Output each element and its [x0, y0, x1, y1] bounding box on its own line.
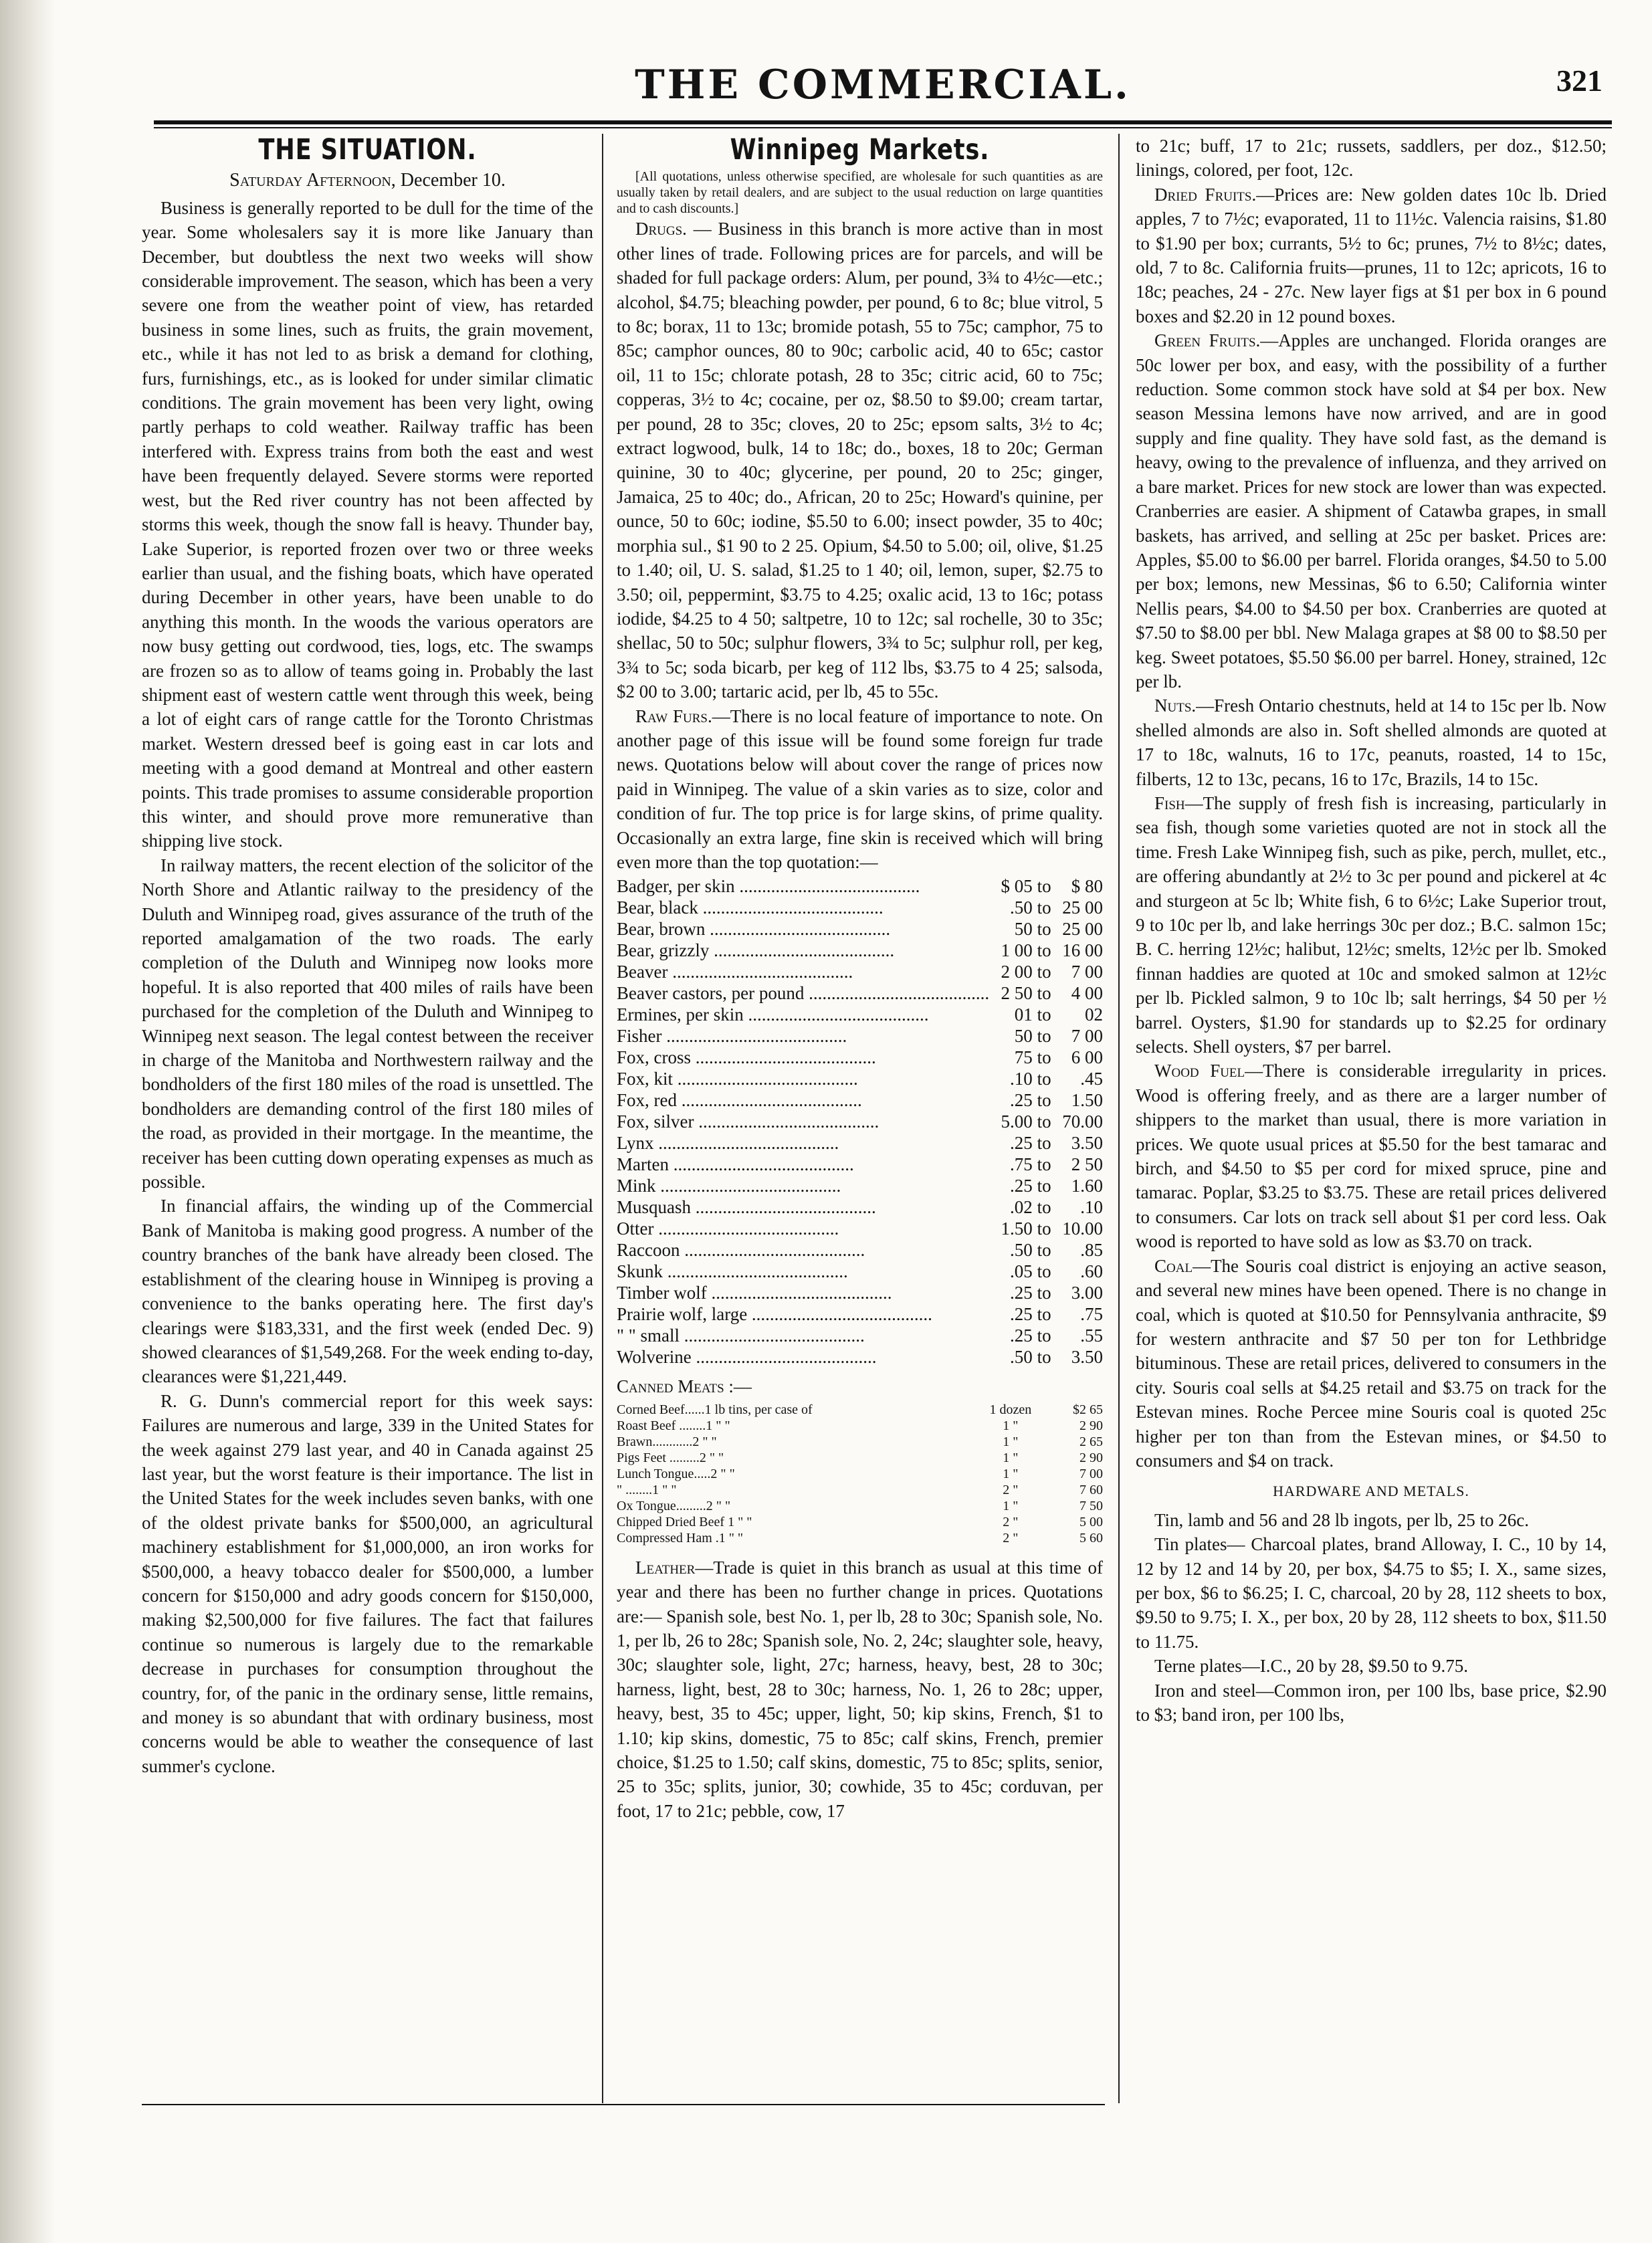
canned-quantity: 2 ": [1003, 1530, 1019, 1545]
canned-item: Lunch Tongue.....2 " ": [617, 1466, 735, 1481]
fur-to: to: [1037, 919, 1051, 940]
fur-low-price: 50: [1014, 1026, 1033, 1047]
fur-item: Beaver ........................................: [617, 962, 853, 982]
fur-price-row: [617, 1025, 1103, 1047]
canned-item: Compressed Ham .1 " ": [617, 1530, 744, 1545]
fur-price-row: [617, 1004, 1103, 1025]
green-fruits-paragraph: Green Fruits.—Apples are unchanged. Florida oranges are 50c lower per box, and easy, with the possibility of a further reduction. Some common stock have sold at $4 per box. New season Messina lemons have now arrived, and are in good supply and fine quality. They have sold fast, as the demand is heavy, owing to the prevalence of influenza, and they arrived on a bare market. Prices for new stock are lower than was expected. Cranberries are easier. A shipment of Catawba grapes, in small baskets, has arrived, and selling at 25c per basket. Prices are: Apples, $5.00 to $6.00 per barrel. Florida oranges, $4.50 to 5.00 per box; lemons, new Messinas, $6 to 6.50; California winter Nellis pears, $4.00 to $4.50 per box. Cranberries are quoted at $7.50 to $8.00 per bbl. New Malaga grapes at $8 00 to $8.50 per keg. Sweet potatoes, $5.50 $6.00 per barrel. Honey, strained, 12c per lb.: [1136, 330, 1607, 691]
fur-price-row: [617, 1068, 1103, 1089]
fur-item: Bear, black ........................................: [617, 897, 884, 918]
canned-meat-row: [617, 1434, 1103, 1450]
canned-item: Ox Tongue.........2 " ": [617, 1498, 731, 1513]
fur-low-price: .25: [1010, 1283, 1033, 1303]
fur-low-price: 75: [1014, 1047, 1033, 1068]
canned-item: Chipped Dried Beef 1 " ": [617, 1514, 752, 1529]
leather-paragraph: Leather—Trade is quiet in this branch as usual at this time of year and there has been no further change in prices. Quotations are:— Spanish sole, best No. 1, per lb, 28 to 30c; Spanish sole, No. 1, per lb, 26 to 28c; Spanish sole, No. 2, 24c; slaughter sole, heavy, 30c; slaughter sole, light, 27c; harness, heavy, best, 28 to 30c; harness, light, best, 28 to 30c; harness, No. 1, 26 to 28c; upper, heavy, best, 35 to 45c; upper, light, 50; kip skins, French, $1 to 1.10; kip skins, domestic, 75 to 85c; calf skins, French, premier choice, $1.25 to 1.50; calf skins, domestic, 75 to 85c; splits, senior, 25 to 35c; splits, junior, 30; cowhide, 35 to 45c; corduvan, per foot, 17 to 21c; pebble, cow, 17: [617, 1557, 1103, 1821]
markets-column: [617, 134, 1103, 2100]
situation-column: [142, 134, 593, 2100]
fur-high-price: 10.00: [1062, 1218, 1103, 1239]
fur-high-price: 3.50: [1071, 1347, 1103, 1368]
situation-paragraph: Business is generally reported to be dull for the time of the year. Some wholesalers say it is more like January than December, but doubtless the next two weeks will show considerable improvement. The season, which has been a very severe one from the weather point of view, has retarded business in some lines, such as fruits, the grain movement, etc., while it has not led to as brisk a demand for clothing, furs, furnishings, etc., as is looked for under similar climatic conditions. The grain movement has been very light, owing partly perhaps to cold weather. Railway traffic has been interfered with. Express trains from both the east and west have been frequently delayed. Severe storms were reported west, but the Red river country has not been affected by storms this week, though the snow fall is heavy. Thunder bay, Lake Superior, is reported frozen over two or three weeks earlier than usual, and the fishing boats, which have operated during December in other years, have been unable to do anything this month. In the woods the various operators are now busy getting out cordwood, ties, logs, etc. The swamps are frozen so as to allow of teams going in. Probably the last shipment east of western cattle went through this week, being a lot of eight cars of range cattle for the Toronto Christmas market. Western dressed beef is going east in car lots and meeting with a good demand at Montreal and other eastern points. This trade promises to assume considerable proportion this winter, and should prove more remunerative than shipping live stock.: [142, 197, 593, 851]
canned-meat-row: [617, 1482, 1103, 1498]
fur-low-price: .50: [1010, 897, 1033, 918]
fur-to: to: [1037, 897, 1051, 918]
fur-to: to: [1037, 1069, 1051, 1089]
canned-meat-row: [617, 1514, 1103, 1530]
fur-low-price: .25: [1010, 1176, 1033, 1196]
fur-price-row: [617, 1282, 1103, 1303]
canned-quantity: 1 ": [1003, 1498, 1019, 1513]
canned-price: 2 90: [1079, 1450, 1103, 1465]
fur-high-price: $ 80: [1071, 876, 1103, 897]
fur-item: Fisher ........................................: [617, 1026, 847, 1047]
fur-item: Musquash ........................................: [617, 1197, 876, 1218]
fur-low-price: .50: [1010, 1347, 1033, 1368]
fur-price-row: [617, 1303, 1103, 1325]
terne-plates-paragraph: Terne plates—I.C., 20 by 28, $9.50 to 9.75.: [1154, 1656, 1469, 1677]
fur-high-price: 4 00: [1071, 983, 1103, 1004]
canned-price: 7 50: [1079, 1498, 1103, 1513]
fur-high-price: 25 00: [1062, 919, 1103, 940]
canned-item: Corned Beef......1 lb tins, per case of: [617, 1402, 813, 1417]
fur-high-price: 1.60: [1071, 1176, 1103, 1196]
dateline: Saturday Afternoon, December 10.: [229, 170, 506, 191]
fur-to: to: [1037, 1090, 1051, 1111]
fur-high-price: 6 00: [1071, 1047, 1103, 1068]
canned-price: 5 60: [1079, 1530, 1103, 1545]
fur-item: Bear, brown ........................................: [617, 919, 891, 940]
fur-price-row: [617, 1218, 1103, 1239]
fur-low-price: .50: [1010, 1240, 1033, 1261]
page-number: 321: [1556, 64, 1603, 98]
canned-meat-row: [617, 1402, 1103, 1418]
publication-title: THE COMMERCIAL.: [635, 62, 1131, 108]
header-rule: [154, 120, 1612, 124]
wood-fuel-paragraph: Wood Fuel—There is considerable irregularity in prices. Wood is offering freely, and as there are a larger number of shippers to the market than usual, there is more variation in prices. We quote usual prices at $5.50 for the best tamarac and birch, and $4.50 to $5 per cord for mixed spruce, pine and tamarac. Poplar, $3.25 to $3.75. These are retail prices delivered to consumers. Car lots on track sell about $1 per cord less. Oak wood is reported to have sold as low as $3.70 on track.: [1136, 1061, 1607, 1252]
fur-price-row: [617, 1325, 1103, 1346]
fur-price-row: [617, 961, 1103, 982]
fur-to: to: [1037, 983, 1051, 1004]
situation-paragraph: R. G. Dunn's commercial report for this week says: Failures are numerous and large, 339 in the United States for the week against 279 last year, and 40 in Canada against 25 last year, but the worst feature is their importance. The list in the United States for the week includes seven banks, with one of the oldest private banks for $500,000, an agricultural machinery establishment for $1,000,000, an iron works for $500,000, a heavy tobacco dealer for $500,000, a lumber concern for $150,000 and adry goods concern for $150,000, making $2,500,000 for five failures. The fact that failures continue so numerous is largely due to the remarkable decrease in purchases for consumption throughout the country, for, of the panic in the ordinary sense, little remains, and money is so abundant that with ordinary business, most concerns would be able to weather the consequence of last summer's cyclone.: [142, 1390, 593, 1776]
fur-low-price: 1 00: [1001, 940, 1033, 961]
fur-high-price: 16 00: [1062, 940, 1103, 961]
fur-item: Skunk ........................................: [617, 1261, 848, 1282]
fur-item: Prairie wolf, large ........................................: [617, 1304, 932, 1325]
fur-price-row: [617, 1089, 1103, 1111]
fur-price-row: [617, 1132, 1103, 1154]
canned-price: 2 65: [1079, 1434, 1103, 1449]
canned-item: Pigs Feet .........2 " ": [617, 1450, 724, 1465]
fur-to: to: [1037, 1004, 1051, 1025]
fur-low-price: .02: [1010, 1197, 1033, 1218]
leather-continued: to 21c; buff, 17 to 21c; russets, saddlers, per doz., $12.50; linings, colored, per foot, 12c.: [1136, 136, 1607, 181]
fur-price-row: [617, 918, 1103, 940]
fur-to: to: [1037, 1133, 1051, 1154]
canned-price: $2 65: [1073, 1402, 1103, 1417]
masthead: [154, 62, 1612, 115]
fur-to: to: [1037, 1047, 1051, 1068]
fur-to: to: [1037, 1218, 1051, 1239]
situation-paragraph: In railway matters, the recent election of the solicitor of the North Shore and Atlantic railway to the presidency of the Duluth and Winnipeg road, gives assurance of the truth of the reported amalgamation of the two roads. The early completion of the Duluth and Winnipeg now looks more hopeful. It is also reported that 400 miles of rails have been purchased for the completion of the Duluth and Winnipeg to Winnipeg next season. The legal contest between the receiver in charge of the Manitoba and Northwestern railway and the bondholders of the first 180 miles of the road is unsettled. The bondholders are demanding control of the first 180 miles of the road, as provided in their mortgage. In the meantime, the receiver has been cutting down operating expenses as much as possible.: [142, 855, 593, 1192]
fur-high-price: 7 00: [1071, 1026, 1103, 1047]
binding-spine: [0, 0, 55, 2243]
canned-item: Brawn............2 " ": [617, 1434, 717, 1449]
header-rule-thin: [154, 127, 1612, 128]
tin-plates-paragraph: Tin plates— Charcoal plates, brand Alloway, I. C., 10 by 14, 12 by 12 and 14 by 20, per box, $4.75 to $5; I. X., same sizes, per box, $6 to $6.25; I. C, charcoal, 20 by 28, 112 sheets to box, $9.50 to 9.75; I. X., per box, 20 by 28, 112 sheets to box, $11.50 to 11.75.: [1136, 1534, 1607, 1652]
fur-high-price: 02: [1085, 1004, 1103, 1025]
fur-to: to: [1037, 940, 1051, 961]
fur-low-price: .25: [1010, 1133, 1033, 1154]
fur-high-price: .45: [1080, 1069, 1103, 1089]
canned-meats-table: [617, 1402, 1103, 1546]
fur-high-price: .55: [1080, 1325, 1103, 1346]
fur-to: to: [1037, 1197, 1051, 1218]
fur-price-row: [617, 1175, 1103, 1196]
fur-to: to: [1037, 1304, 1051, 1325]
canned-quantity: 1 ": [1003, 1418, 1019, 1433]
fur-high-price: 3.00: [1071, 1283, 1103, 1303]
fur-to: to: [1037, 1325, 1051, 1346]
fur-price-row: [617, 940, 1103, 961]
fur-price-table: [617, 875, 1103, 1368]
fur-low-price: $ 05: [1001, 876, 1033, 897]
fur-low-price: .75: [1010, 1154, 1033, 1175]
markets-continued-column: [1136, 134, 1607, 2100]
fur-to: to: [1037, 1240, 1051, 1261]
situation-heading: THE SITUATION.: [258, 134, 477, 167]
fur-item: Lynx ........................................: [617, 1133, 839, 1154]
hardware-heading: HARDWARE AND METALS.: [1273, 1483, 1469, 1500]
fur-item: Bear, grizzly ........................................: [617, 940, 895, 961]
canned-price: 5 00: [1079, 1514, 1103, 1529]
fur-to: to: [1037, 1026, 1051, 1047]
fur-item: Beaver castors, per pound ........................................: [617, 983, 990, 1004]
fur-item: Ermines, per skin ........................................: [617, 1004, 929, 1025]
fur-item: Marten ........................................: [617, 1154, 854, 1175]
fur-item: Fox, silver ........................................: [617, 1111, 880, 1132]
canned-meat-row: [617, 1466, 1103, 1482]
fur-price-row: [617, 1261, 1103, 1282]
canned-meat-row: [617, 1450, 1103, 1466]
footer-rule: [142, 2104, 1105, 2105]
fur-low-price: .25: [1010, 1304, 1033, 1325]
fur-price-row: [617, 1346, 1103, 1368]
fur-to: to: [1037, 1283, 1051, 1303]
quotation-note: [All quotations, unless otherwise specified, are wholesale for such quantities as are usually taken by retail dealers, and are subject to the usual reduction on large quantities and to cash discounts.]: [617, 169, 1103, 217]
fur-price-row: [617, 875, 1103, 897]
fur-price-row: [617, 1154, 1103, 1175]
fur-item: " " small ........................................: [617, 1325, 865, 1346]
tin-paragraph: Tin, lamb and 56 and 28 lb ingots, per lb, 25 to 26c.: [1154, 1509, 1529, 1530]
fur-high-price: .85: [1080, 1240, 1103, 1261]
fur-to: to: [1037, 962, 1051, 982]
fur-high-price: 7 00: [1071, 962, 1103, 982]
canned-price: 7 00: [1079, 1466, 1103, 1481]
fur-price-row: [617, 897, 1103, 918]
fur-price-row: [617, 1239, 1103, 1261]
fur-to: to: [1037, 876, 1051, 897]
drugs-paragraph: Drugs. — Business in this branch is more active than in most other lines of trade. Following prices are for parcels, and will be shaded for full package orders: Alum, per pound, 3¾ to 4½c—etc.; alcohol, $4.75; bleaching powder, per pound, 6 to 8c; blue vitrol, 5 to 8c; borax, 11 to 13c; bromide potash, 55 to 75c; camphor, 75 to 85c; camphor ounces, 80 to 90c; carbolic acid, 40 to 65c; castor oil, 11 to 15c; chlorate potash, 28 to 35c; citric acid, 60 to 75c; copperas, 3½ to 4c; cocaine, per oz, $8.50 to $9.00; cream tartar, per pound, 28 to 35c; cloves, 20 to 25c; epsom salts, 3½ to 4c; extract logwood, bulk, 14 to 18c; do., boxes, 18 to 20c; German quinine, 30 to 40c; glycerine, per pound, 20 to 25c; ginger, Jamaica, 25 to 40c; do., African, 20 to 25c; Howard's quinine, per ounce, 50 to 60c; iodine, $5.50 to 6.00; insect powder, 35 to 40c; morphia sul., $1 90 to 2 25. Opium, $4.50 to 5.00; oil, olive, $1.25 to 1.40; oil, U. S. salad, $1.25 to 1 40; oil, lemon, super, $2.75 to 3.50; oil, peppermint, $3.75 to 4.25; oxalic acid, 13 to 16c; potass iodide, $4.25 to 4 50; saltpetre, 10 to 12c; sal rochelle, 30 to 35c; shellac, 50 to 50c; sulphur flowers, 3¾ to 5c; sulphur roll, per keg, 3¾ to 5c; soda bicarb, per keg of 112 lbs, $3.75 to 4 25; salsoda, $2 00 to 3.00; tartaric acid, per lb, 45 to 55c.: [617, 219, 1103, 702]
fur-low-price: .25: [1010, 1325, 1033, 1346]
markets-heading: Winnipeg Markets.: [730, 134, 990, 167]
fur-item: Fox, kit ........................................: [617, 1069, 858, 1089]
fur-low-price: 01: [1014, 1004, 1033, 1025]
fur-item: Wolverine ........................................: [617, 1347, 877, 1368]
fur-item: Badger, per skin ........................................: [617, 876, 920, 897]
fur-low-price: 50: [1014, 919, 1033, 940]
fur-price-row: [617, 1196, 1103, 1218]
fur-price-row: [617, 982, 1103, 1004]
fur-high-price: 3.50: [1071, 1133, 1103, 1154]
canned-item: Roast Beef ........1 " ": [617, 1418, 730, 1433]
fur-low-price: .05: [1010, 1261, 1033, 1282]
fur-high-price: 70.00: [1062, 1111, 1103, 1132]
canned-meats-heading: Canned Meats :—: [617, 1376, 752, 1397]
canned-item: " ........1 " ": [617, 1482, 677, 1497]
fur-item: Raccoon ........................................: [617, 1240, 865, 1261]
canned-price: 7 60: [1079, 1482, 1103, 1497]
coal-paragraph: Coal—The Souris coal district is enjoying an active season, and several new mines have been opened. There is no change in coal, which is quoted at $10.50 for Pennsylvania anthracite, $9 for western anthracite and $7 50 per ton for Lethbridge bituminous. These are retail prices, delivered to consumers in the city. Souris coal sells at $4.25 retail and $3.75 on track for the Estevan mines. Roche Percee mine Souris coal is quoted 25c higher per ton than from the Estevan mines, or $4.50 to consumers and $4 on track.: [1136, 1255, 1607, 1471]
canned-meat-row: [617, 1498, 1103, 1514]
fur-low-price: 2 00: [1001, 962, 1033, 982]
fur-high-price: .60: [1080, 1261, 1103, 1282]
column-divider: [602, 134, 603, 2103]
canned-meat-row: [617, 1418, 1103, 1434]
fur-low-price: 5.00: [1001, 1111, 1033, 1132]
fur-item: Fox, red ........................................: [617, 1090, 862, 1111]
situation-paragraph: In financial affairs, the winding up of the Commercial Bank of Manitoba is making good progress. A number of the country branches of the bank have already been closed. The establishment of the clearing house in Winnipeg is proving a convenience to the banks operating here. The first day's clearings were $183,331, and the first week (ended Dec. 9) showed clearances of $1,549,268. For the week ending to-day, clearances were $1,221,449.: [142, 1196, 593, 1387]
fur-low-price: .25: [1010, 1090, 1033, 1111]
fur-to: to: [1037, 1261, 1051, 1282]
fur-to: to: [1037, 1111, 1051, 1132]
fur-high-price: 2 50: [1071, 1154, 1103, 1175]
iron-steel-paragraph: Iron and steel—Common iron, per 100 lbs, base price, $2.90 to $3; band iron, per 100 lbs,: [1136, 1680, 1607, 1725]
canned-meat-row: [617, 1530, 1103, 1546]
canned-price: 2 90: [1079, 1418, 1103, 1433]
fur-price-row: [617, 1111, 1103, 1132]
fur-low-price: .10: [1010, 1069, 1033, 1089]
furs-paragraph: Raw Furs.—There is no local feature of importance to note. On another page of this issue will be found some foreign fur trade news. Quotations below will about cover the range of prices now paid in Winnipeg. The value of a skin varies as to size, color and condition of fur. The top price is for large skins, of prime quality. Occasionally an extra large, fine skin is received which will bring even more than the top quotation:—: [617, 706, 1103, 872]
fur-to: to: [1037, 1176, 1051, 1196]
column-divider: [1118, 134, 1120, 2103]
fur-item: Mink ........................................: [617, 1176, 841, 1196]
canned-quantity: 1 dozen: [989, 1402, 1032, 1417]
fur-low-price: 2 50: [1001, 983, 1033, 1004]
fur-low-price: 1.50: [1001, 1218, 1033, 1239]
fur-to: to: [1037, 1347, 1051, 1368]
fur-to: to: [1037, 1154, 1051, 1175]
canned-quantity: 2 ": [1003, 1482, 1019, 1497]
dried-fruits-paragraph: Dried Fruits.—Prices are: New golden dates 10c lb. Dried apples, 7 to 7½c; evaporated, 11 to 11½c. Valencia raisins, $1.80 to $1.90 per box; currants, 5½ to 6c; prunes, 7½ to 8½c; dates, old, 7 to 8c. California fruits—prunes, 11 to 12c; apricots, 16 to 18c; peaches, 24 - 27c. New layer figs at $1 per box in 6 pound boxes and $2.20 in 12 pound boxes.: [1136, 184, 1607, 326]
canned-quantity: 1 ": [1003, 1450, 1019, 1465]
fur-item: Otter ........................................: [617, 1218, 839, 1239]
canned-quantity: 1 ": [1003, 1466, 1019, 1481]
fur-high-price: 25 00: [1062, 897, 1103, 918]
fur-high-price: 1.50: [1071, 1090, 1103, 1111]
fur-item: Timber wolf ........................................: [617, 1283, 892, 1303]
canned-quantity: 2 ": [1003, 1514, 1019, 1529]
nuts-paragraph: Nuts.—Fresh Ontario chestnuts, held at 14 to 15c per lb. Now shelled almonds are also in. Soft shelled almonds are quoted at 17 to 18c, walnuts, 16 to 17c, peanuts, roasted, 14 to 15c, filberts, 12 to 13c, pecans, 16 to 17c, Brazils, 14 to 15c.: [1136, 696, 1607, 789]
fur-price-row: [617, 1047, 1103, 1068]
fur-high-price: .75: [1080, 1304, 1103, 1325]
fur-item: Fox, cross ........................................: [617, 1047, 876, 1068]
fish-paragraph: Fish—The supply of fresh fish is increasing, particularly in sea fish, though some varieties quoted are not in stock all the time. Fresh Lake Winnipeg fish, such as pike, perch, mullet, etc., are offering abundantly at 2½ to 3c per pound and pickerel at 4c and sturgeon at 5c lb; White fish, 6 to 6½c; Lake Superior trout, 9 to 10c per lb, and lake herrings 30c per doz.; B.C. salmon 15c; B. C. herring 12½c; halibut, 12½c; smelts, 12½c per lb. Smoked finnan haddies are quoted at 10c and smoked salmon at 12½c per lb. Pickled salmon, 9 to 10c lb; salt herrings, $4 50 per ½ barrel. Oysters, $1.90 for standards up to $2.25 for ordinary selects. Shell oysters, $7 per barrel.: [1136, 792, 1607, 1057]
canned-quantity: 1 ": [1003, 1434, 1019, 1449]
fur-high-price: .10: [1080, 1197, 1103, 1218]
